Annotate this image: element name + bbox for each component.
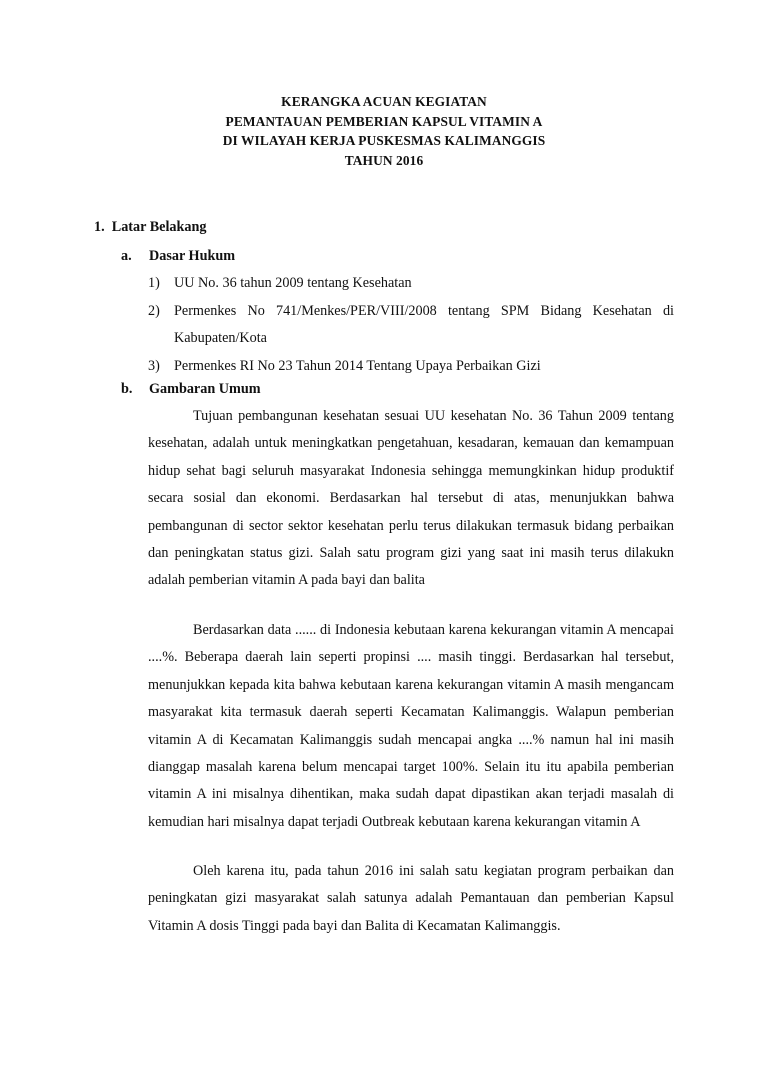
list-item: 1) UU No. 36 tahun 2009 tentang Kesehatan: [148, 275, 412, 291]
title-line-2: PEMANTAUAN PEMBERIAN KAPSUL VITAMIN A: [225, 113, 543, 129]
subsection-title: Gambaran Umum: [149, 381, 261, 397]
list-item: 3) Permenkes RI No 23 Tahun 2014 Tentang Upaya Perbaikan Gizi: [148, 357, 541, 374]
subsection-heading-dasar-hukum: [121, 248, 235, 265]
subsection-label: b.: [121, 381, 133, 397]
subsection-label: a.: [121, 248, 132, 264]
subsection-title: Dasar Hukum: [149, 248, 236, 264]
section-heading-latar-belakang: [94, 219, 206, 236]
paragraph-1: Tujuan pembangunan kesehatan sesuai UU kesehatan No. 36 Tahun 2009 tentang kesehatan, adalah untuk meningkatkan pengetahuan, kesadaran, kemauan dan kemampuan hidup sehat bagi seluruh masyarakat Indonesia sehingga memungkinkan hidup produktif secara sosial dan ekonomi. Berdasarkan hal tersebut di atas, menunjukkan bahwa pembangunan di sector sektor kesehatan perlu terus dilakukan termasuk bidang perbaikan dan peningkatan status gizi. Salah satu program gizi yang saat ini masih terus dilakukn adalah pemberian vitamin A pada bayi dan balita: [148, 408, 674, 589]
section-number: 1.: [94, 219, 105, 235]
document-title: [0, 92, 768, 170]
title-line-4: TAHUN 2016: [344, 152, 424, 168]
title-line-3: DI WILAYAH KERJA PUSKESMAS KALIMANGGIS: [222, 133, 546, 148]
subsection-heading-gambaran-umum: [121, 381, 261, 398]
paragraph-3: Oleh karena itu, pada tahun 2016 ini salah satu kegiatan program perbaikan dan peningkatan gizi masyarakat salah satunya adalah Pemantauan dan pemberian Kapsul Vitamin A dosis Tinggi pada bayi dan Balita di Kecamatan Kalimanggis.: [148, 863, 674, 934]
paragraph-2: Berdasarkan data ...... di Indonesia kebutaan karena kekurangan vitamin A mencapai ....%. Beberapa daerah lain seperti propinsi .... masih tinggi. Berdasarkan hal tersebut, menunjukkan kepada kita bahwa kebutaan karena kekurangan vitamin A masih mengancam masyarakat kita termasuk daerah seperti Kecamatan Kalimanggis. Walapun pemberian vitamin A di Kecamatan Kalimanggis sudah mencapai angka ....% namun hal ini masih dianggap masalah karena belum mencapai target 100%. Selain itu itu apabila pemberian vitamin A ini misalnya dihentikan, maka sudah dapat dipastikan akan terjadi masalah di kemudian hari misalnya dapat terjadi Outbreak kebutaan karena kekurangan vitamin A: [148, 622, 674, 830]
legal-basis-list: [148, 270, 674, 380]
list-item: 2) Permenkes No 741/Menkes/PER/VIII/2008 tentang SPM Bidang Kesehatan di Kabupaten/Kota: [148, 302, 674, 346]
title-line-1: KERANGKA ACUAN KEGIATAN: [281, 94, 487, 109]
section-title: Latar Belakang: [111, 219, 207, 235]
